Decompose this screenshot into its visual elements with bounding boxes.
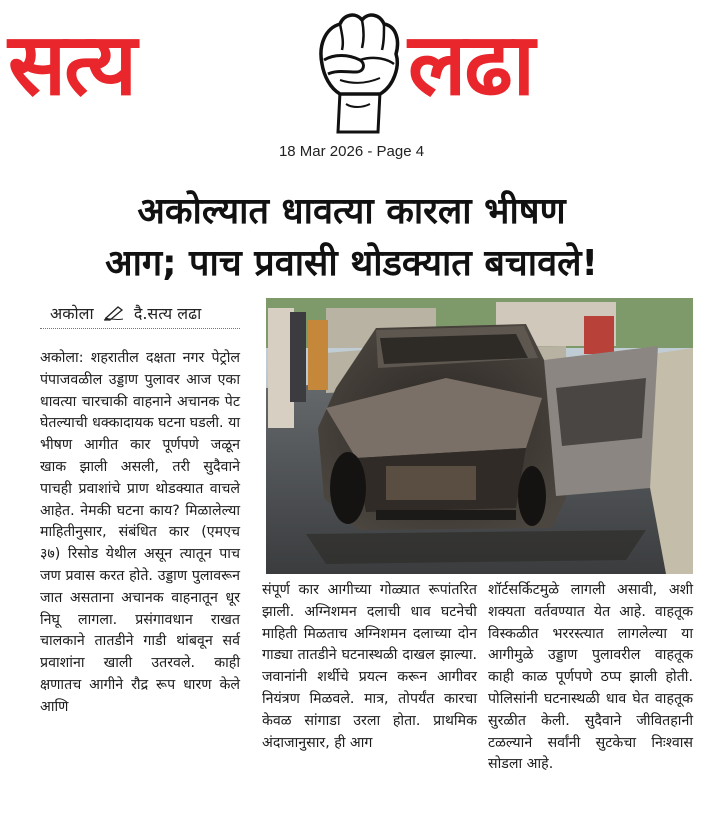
byline-divider: [40, 328, 240, 329]
masthead-title-right: लढा: [408, 15, 533, 115]
headline-line-1: अकोल्यात धावत्या कारला भीषण: [137, 191, 566, 232]
article-column-3: शॉर्टसर्किटमुळे लागली असावी, अशी शक्यता वर्तवण्यात येत आहे. वाहतूक विस्कळीत भररस्त्यात लागलेल्या या आगीमुळे उड्डाण पुलावरील वाहतूक काही काळ पूर्णपणे ठप्प झाली होती. पोलिसांनी घटनास्थळी धाव घेत वाहतूक सुरळीत केली. सुदैवाने जीवितहानी टळल्याने सर्वांनी सुटकेचा निःश्वास सोडला आहे.: [488, 582, 693, 773]
byline: [50, 302, 240, 324]
headline-line-2: आग; पाच प्रवासी थोडक्यात बचावले!: [105, 243, 598, 284]
byline-source: दै.सत्य लढा: [133, 304, 202, 323]
dateline: 18 Mar 2026 - Page 4: [278, 143, 425, 160]
article-column-2: संपूर्ण कार आगीच्या गोळ्यात रूपांतरित झाली. अग्निशमन दलाची धाव घटनेची माहिती मिळताच अग्निशमन दलाच्या दोन गाड्या तातडीने घटनास्थळी दाखल झाल्या. जवानांनी शर्थीचे प्रयत्न करून आगीवर नियंत्रण मिळवले. मात्र, तोपर्यंत कारचा केवळ सांगाडा उरला होता. प्राथमिक अंदाजानुसार, ही आग: [262, 582, 477, 751]
article-column-1: अकोला: शहरातील दक्षता नगर पेट्रोल पंपाजवळील उड्डाण पुलावर आज एका धावत्या चारचाकी वाहनाने अचानक पेट घेतल्याची धक्कादायक घटना घडली. या भीषण आगीत कार पूर्णपणे जळून खाक झाली असली, तरी सुदैवाने पाचही प्रवाशांचे प्राण थोडक्यात वाचले आहेत. नेमकी घटना काय? मिळालेल्या माहितीनुसार, संबंधित कार (एमएच ३७) रिसोड येथील असून त्यातून पाच जण प्रवास करत होते. उड्डाण पुलावरून जात असताना अचानक वाहनातून धूर निघू लागला. प्रसंगावधान राखत चालकाने तातडीने गाडी थांबवून सर्व प्रवाशांना खाली उतरवले. काही क्षणातच आगीने रौद्र रूप धारण केले आणि: [40, 350, 240, 715]
raised-fist-icon: [300, 4, 412, 134]
pen-icon: [103, 305, 125, 321]
masthead: [0, 0, 703, 140]
masthead-title-left: सत्य: [8, 15, 135, 115]
headline: [20, 186, 683, 290]
byline-place: अकोला: [50, 304, 94, 323]
burnt-car-photo: [266, 298, 693, 574]
